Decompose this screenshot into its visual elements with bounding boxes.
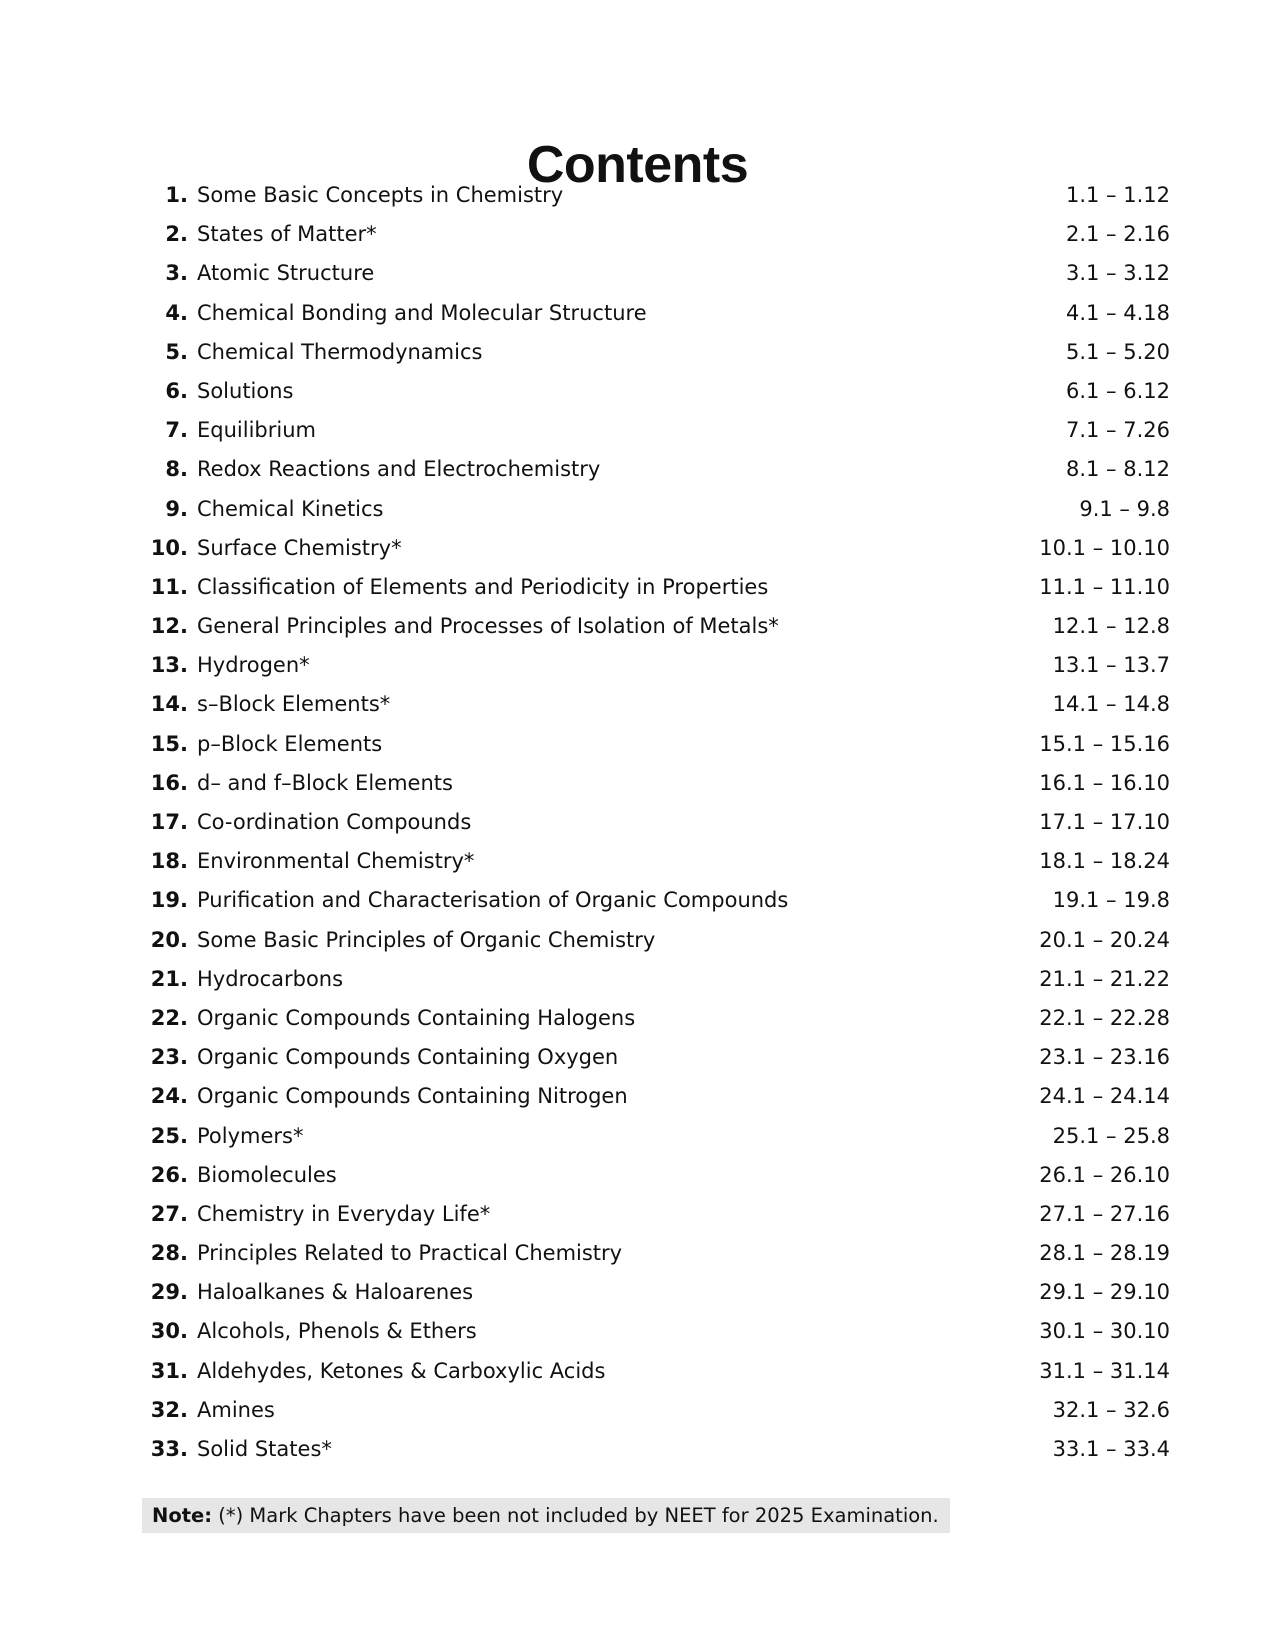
toc-entry-number: 13.: [150, 653, 188, 678]
toc-entry-title: Haloalkanes & Haloarenes: [197, 1280, 474, 1305]
toc-entry-pages: 27.1 – 27.16: [1039, 1201, 1170, 1226]
toc-entry-pages: 4.1 – 4.18: [1065, 300, 1170, 325]
toc-entry: [140, 254, 1170, 293]
toc-entry-number: 24.: [150, 1084, 188, 1109]
toc-entry-number: 22.: [150, 1005, 188, 1030]
table-of-contents: [140, 176, 1170, 1469]
toc-entry: [140, 372, 1170, 411]
toc-entry-pages: 2.1 – 2.16: [1065, 222, 1170, 247]
toc-entry-pages: 28.1 – 28.19: [1039, 1241, 1170, 1266]
toc-entry-title: Some Basic Concepts in Chemistry: [197, 183, 564, 207]
toc-entry: [140, 490, 1170, 529]
toc-entry-title: Equilibrium: [197, 418, 316, 443]
toc-entry-pages: 18.1 – 18.24: [1039, 849, 1170, 874]
toc-entry: [140, 1234, 1170, 1273]
toc-entry-title: Chemistry in Everyday Life*: [197, 1201, 491, 1226]
toc-entry: [140, 411, 1170, 450]
toc-entry-number: 14.: [150, 692, 188, 717]
toc-entry: [140, 685, 1170, 724]
toc-entry-title: s–Block Elements*: [197, 692, 391, 717]
toc-entry-pages: 8.1 – 8.12: [1065, 457, 1170, 482]
toc-entry-number: 19.: [150, 888, 188, 913]
toc-entry-title: Some Basic Principles of Organic Chemistry: [197, 927, 656, 952]
toc-entry-title: Biomolecules: [197, 1162, 337, 1187]
toc-entry-title: Chemical Kinetics: [197, 496, 384, 521]
toc-entry-pages: 15.1 – 15.16: [1039, 731, 1170, 756]
toc-entry-number: 5.: [165, 339, 188, 364]
toc-entry-title: Organic Compounds Containing Oxygen: [197, 1045, 619, 1070]
toc-entry-title: States of Matter*: [197, 222, 377, 247]
toc-entry-title: Solid States*: [197, 1437, 332, 1461]
toc-entry-pages: 32.1 – 32.6: [1052, 1397, 1170, 1422]
toc-entry: [140, 529, 1170, 568]
toc-entry-number: 27.: [150, 1201, 188, 1226]
toc-entry: [140, 294, 1170, 333]
toc-entry-pages: 10.1 – 10.10: [1039, 535, 1170, 560]
toc-entry-pages: 6.1 – 6.12: [1065, 378, 1170, 403]
toc-entry-number: 3.: [165, 261, 188, 286]
toc-entry-title: p–Block Elements: [197, 731, 383, 756]
toc-entry-title: Principles Related to Practical Chemistry: [197, 1241, 623, 1266]
toc-entry-pages: 25.1 – 25.8: [1052, 1123, 1170, 1148]
toc-entry-pages: 30.1 – 30.10: [1039, 1319, 1170, 1344]
toc-entry: [140, 999, 1170, 1038]
toc-entry-number: 20.: [150, 927, 188, 952]
toc-entry-pages: 26.1 – 26.10: [1039, 1162, 1170, 1187]
toc-entry: [140, 921, 1170, 960]
toc-entry-title: Surface Chemistry*: [197, 535, 402, 560]
toc-entry-pages: 17.1 – 17.10: [1039, 810, 1170, 834]
toc-entry: [140, 215, 1170, 254]
toc-entry-title: Atomic Structure: [197, 261, 375, 286]
toc-entry-number: 7.: [165, 418, 188, 443]
toc-entry: [140, 1156, 1170, 1195]
toc-entry-number: 28.: [150, 1241, 188, 1266]
toc-entry-number: 23.: [150, 1045, 188, 1070]
toc-entry: [140, 1117, 1170, 1156]
toc-entry-title: Environmental Chemistry*: [197, 849, 475, 874]
toc-entry: [140, 568, 1170, 607]
toc-entry: [140, 1195, 1170, 1234]
toc-entry-title: Redox Reactions and Electrochemistry: [197, 457, 601, 482]
toc-entry-pages: 33.1 – 33.4: [1052, 1437, 1170, 1461]
toc-entry-number: 16.: [150, 770, 188, 795]
toc-entry-pages: 12.1 – 12.8: [1052, 614, 1170, 639]
toc-entry-pages: 20.1 – 20.24: [1039, 927, 1170, 952]
toc-entry-pages: 23.1 – 23.16: [1039, 1045, 1170, 1070]
note-box: [142, 1498, 950, 1533]
toc-entry-title: Aldehydes, Ketones & Carboxylic Acids: [197, 1358, 606, 1383]
toc-entry-title: d– and f–Block Elements: [197, 770, 453, 795]
toc-entry-number: 15.: [150, 731, 188, 756]
toc-entry-title: Hydrocarbons: [197, 966, 344, 991]
toc-entry-pages: 14.1 – 14.8: [1052, 692, 1170, 717]
toc-entry-pages: 16.1 – 16.10: [1039, 770, 1170, 795]
toc-entry-number: 26.: [150, 1162, 188, 1187]
toc-entry-number: 25.: [150, 1123, 188, 1148]
toc-entry: [140, 960, 1170, 999]
toc-entry-number: 9.: [165, 496, 188, 521]
toc-entry-title: Polymers*: [197, 1123, 304, 1148]
toc-entry: [140, 725, 1170, 764]
toc-entry-number: 29.: [150, 1280, 188, 1305]
toc-entry-title: Classification of Elements and Periodicity in Properties: [197, 574, 769, 599]
toc-entry: [140, 764, 1170, 803]
toc-entry-number: 31.: [150, 1358, 188, 1383]
toc-entry: [140, 1312, 1170, 1351]
toc-entry: [140, 450, 1170, 489]
page-title: Contents: [526, 135, 749, 194]
toc-entry-title: Purification and Characterisation of Organic Compounds: [197, 888, 789, 913]
toc-entry-number: 8.: [165, 457, 188, 482]
toc-entry-number: 12.: [150, 614, 188, 639]
toc-entry: [140, 1038, 1170, 1077]
toc-entry: [140, 1391, 1170, 1430]
toc-entry-pages: 24.1 – 24.14: [1039, 1084, 1170, 1109]
toc-entry-pages: 19.1 – 19.8: [1052, 888, 1170, 913]
toc-entry: [140, 842, 1170, 881]
toc-entry-pages: 5.1 – 5.20: [1065, 339, 1170, 364]
toc-entry-number: 4.: [165, 300, 188, 325]
toc-entry-pages: 13.1 – 13.7: [1052, 653, 1170, 678]
toc-entry-pages: 31.1 – 31.14: [1039, 1358, 1170, 1383]
toc-entry-title: Organic Compounds Containing Nitrogen: [197, 1084, 628, 1109]
toc-entry-pages: 22.1 – 22.28: [1039, 1005, 1170, 1030]
toc-entry-title: Chemical Bonding and Molecular Structure: [197, 300, 647, 325]
toc-entry: [140, 803, 1170, 842]
toc-entry: [140, 176, 1170, 215]
toc-entry-number: 1.: [165, 183, 188, 207]
toc-entry: [140, 646, 1170, 685]
toc-entry-title: Co-ordination Compounds: [197, 810, 472, 834]
toc-entry-number: 33.: [150, 1437, 188, 1461]
toc-entry: [140, 1273, 1170, 1312]
toc-entry-number: 21.: [150, 966, 188, 991]
toc-entry-number: 6.: [165, 378, 188, 403]
toc-entry-pages: 1.1 – 1.12: [1065, 183, 1170, 207]
toc-entry: [140, 607, 1170, 646]
toc-entry-pages: 9.1 – 9.8: [1079, 496, 1170, 521]
toc-entry-title: Organic Compounds Containing Halogens: [197, 1005, 636, 1030]
toc-entry: [140, 1077, 1170, 1116]
toc-entry-pages: 21.1 – 21.22: [1039, 966, 1170, 991]
toc-entry: [140, 1430, 1170, 1469]
toc-entry-number: 11.: [150, 574, 188, 599]
toc-entry-title: General Principles and Processes of Isolation of Metals*: [197, 614, 779, 639]
toc-entry-pages: 29.1 – 29.10: [1039, 1280, 1170, 1305]
toc-entry: [140, 881, 1170, 920]
toc-entry-number: 32.: [150, 1397, 188, 1422]
toc-entry-title: Alcohols, Phenols & Ethers: [197, 1319, 477, 1344]
toc-entry: [140, 1352, 1170, 1391]
toc-entry-number: 17.: [150, 810, 188, 834]
toc-entry-pages: 3.1 – 3.12: [1065, 261, 1170, 286]
toc-entry-title: Hydrogen*: [197, 653, 310, 678]
toc-entry-title: Chemical Thermodynamics: [197, 339, 483, 364]
toc-entry-title: Amines: [197, 1397, 275, 1422]
toc-entry-number: 10.: [150, 535, 188, 560]
toc-entry: [140, 333, 1170, 372]
toc-entry-title: Solutions: [197, 378, 294, 403]
toc-entry-number: 30.: [150, 1319, 188, 1344]
note-text: (*) Mark Chapters have been not included by NEET for 2025 Examination.: [212, 1504, 939, 1527]
toc-entry-number: 18.: [150, 849, 188, 874]
toc-entry-pages: 11.1 – 11.10: [1039, 574, 1170, 599]
toc-entry-pages: 7.1 – 7.26: [1065, 418, 1170, 443]
toc-entry-number: 2.: [165, 222, 188, 247]
note-label: Note:: [152, 1504, 213, 1527]
